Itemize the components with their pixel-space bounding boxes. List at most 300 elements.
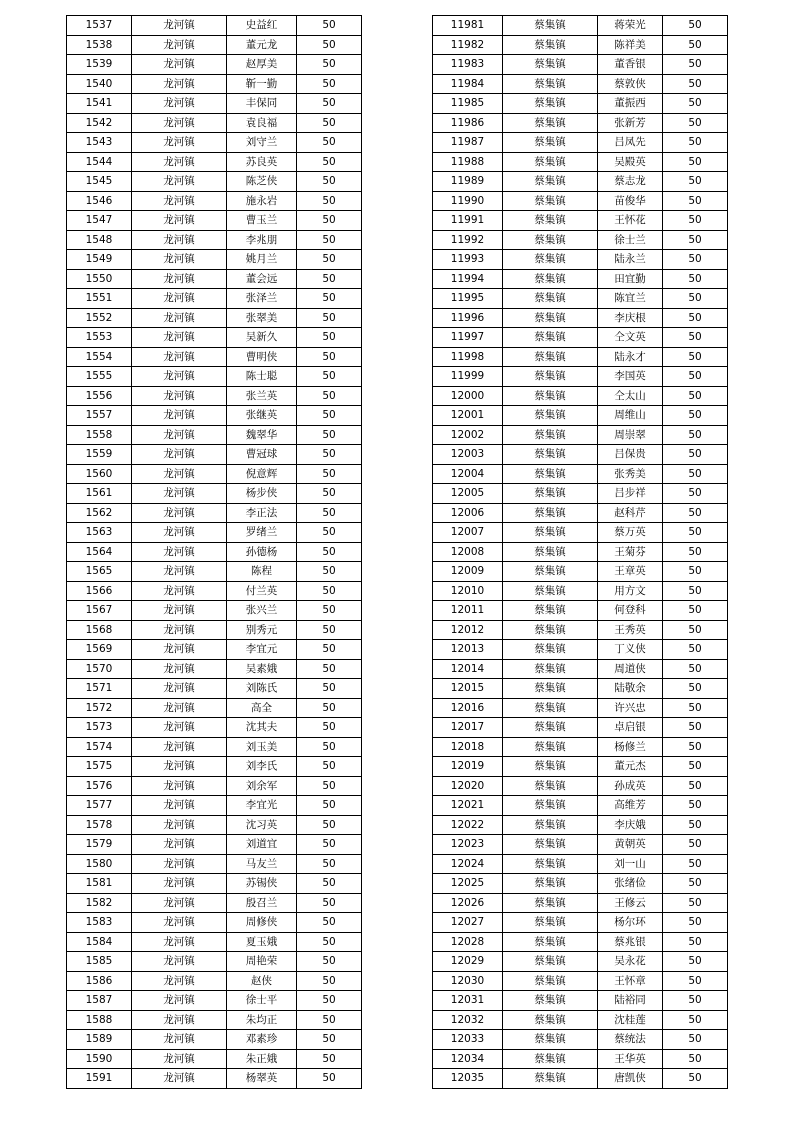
name-cell: 陈宜兰 xyxy=(598,289,663,309)
serial-number-cell: 11992 xyxy=(433,230,503,250)
serial-number-cell: 1544 xyxy=(67,152,132,172)
table-row xyxy=(433,620,728,640)
table-row xyxy=(67,484,362,504)
serial-number-cell: 11985 xyxy=(433,94,503,114)
serial-number-cell: 1562 xyxy=(67,503,132,523)
amount-cell: 50 xyxy=(297,679,362,699)
table-row xyxy=(67,289,362,309)
table-row xyxy=(67,503,362,523)
table-row xyxy=(433,971,728,991)
name-cell: 沈其夫 xyxy=(227,718,297,738)
amount-cell: 50 xyxy=(663,503,728,523)
table-row xyxy=(67,854,362,874)
name-cell: 王秀英 xyxy=(598,620,663,640)
name-cell: 蔡万英 xyxy=(598,523,663,543)
name-cell: 吴新久 xyxy=(227,328,297,348)
amount-cell: 50 xyxy=(297,425,362,445)
table-row xyxy=(67,835,362,855)
serial-number-cell: 12013 xyxy=(433,640,503,660)
name-cell: 陈程 xyxy=(227,562,297,582)
town-cell: 蔡集镇 xyxy=(503,35,598,55)
amount-cell: 50 xyxy=(297,815,362,835)
amount-cell: 50 xyxy=(297,542,362,562)
name-cell: 苏锡侠 xyxy=(227,874,297,894)
name-cell: 王修云 xyxy=(598,893,663,913)
name-cell: 高维芳 xyxy=(598,796,663,816)
serial-number-cell: 11986 xyxy=(433,113,503,133)
name-cell: 李宜光 xyxy=(227,796,297,816)
town-cell: 蔡集镇 xyxy=(503,386,598,406)
table-row xyxy=(433,425,728,445)
serial-number-cell: 12018 xyxy=(433,737,503,757)
serial-number-cell: 1583 xyxy=(67,913,132,933)
table-row xyxy=(67,932,362,952)
serial-number-cell: 1539 xyxy=(67,55,132,75)
name-cell: 罗绪兰 xyxy=(227,523,297,543)
name-cell: 张绪俭 xyxy=(598,874,663,894)
town-cell: 龙河镇 xyxy=(132,562,227,582)
serial-number-cell: 12003 xyxy=(433,445,503,465)
amount-cell: 50 xyxy=(297,152,362,172)
amount-cell: 50 xyxy=(663,932,728,952)
amount-cell: 50 xyxy=(663,874,728,894)
serial-number-cell: 12024 xyxy=(433,854,503,874)
name-cell: 张兰英 xyxy=(227,386,297,406)
name-cell: 吴素娥 xyxy=(227,659,297,679)
town-cell: 蔡集镇 xyxy=(503,952,598,972)
amount-cell: 50 xyxy=(663,16,728,36)
serial-number-cell: 1567 xyxy=(67,601,132,621)
name-cell: 张继英 xyxy=(227,406,297,426)
serial-number-cell: 12034 xyxy=(433,1049,503,1069)
town-cell: 龙河镇 xyxy=(132,932,227,952)
table-row xyxy=(67,55,362,75)
name-cell: 孙成英 xyxy=(598,776,663,796)
amount-cell: 50 xyxy=(297,601,362,621)
amount-cell: 50 xyxy=(297,445,362,465)
town-cell: 蔡集镇 xyxy=(503,269,598,289)
name-cell: 董香银 xyxy=(598,55,663,75)
table-row xyxy=(433,874,728,894)
name-cell: 王菊芬 xyxy=(598,542,663,562)
amount-cell: 50 xyxy=(297,581,362,601)
town-cell: 龙河镇 xyxy=(132,776,227,796)
name-cell: 苏良英 xyxy=(227,152,297,172)
town-cell: 蔡集镇 xyxy=(503,503,598,523)
amount-cell: 50 xyxy=(297,74,362,94)
amount-cell: 50 xyxy=(297,269,362,289)
town-cell: 蔡集镇 xyxy=(503,620,598,640)
name-cell: 吕步祥 xyxy=(598,484,663,504)
town-cell: 龙河镇 xyxy=(132,893,227,913)
serial-number-cell: 11997 xyxy=(433,328,503,348)
table-row xyxy=(67,269,362,289)
right-roster-body xyxy=(433,16,728,1089)
name-cell: 张秀美 xyxy=(598,464,663,484)
town-cell: 蔡集镇 xyxy=(503,289,598,309)
table-row xyxy=(433,523,728,543)
amount-cell: 50 xyxy=(663,757,728,777)
amount-cell: 50 xyxy=(663,893,728,913)
table-row xyxy=(67,620,362,640)
name-cell: 卓启银 xyxy=(598,718,663,738)
amount-cell: 50 xyxy=(297,640,362,660)
table-row xyxy=(67,542,362,562)
town-cell: 龙河镇 xyxy=(132,211,227,231)
table-row xyxy=(433,796,728,816)
amount-cell: 50 xyxy=(663,269,728,289)
serial-number-cell: 1556 xyxy=(67,386,132,406)
name-cell: 付兰英 xyxy=(227,581,297,601)
table-row xyxy=(67,191,362,211)
table-row xyxy=(433,562,728,582)
name-cell: 董元杰 xyxy=(598,757,663,777)
table-row xyxy=(67,718,362,738)
left-roster-table xyxy=(66,15,362,1089)
amount-cell: 50 xyxy=(663,308,728,328)
serial-number-cell: 1576 xyxy=(67,776,132,796)
table-row xyxy=(433,1030,728,1050)
table-row xyxy=(67,1069,362,1089)
town-cell: 龙河镇 xyxy=(132,94,227,114)
table-row xyxy=(67,152,362,172)
name-cell: 苗俊华 xyxy=(598,191,663,211)
serial-number-cell: 12005 xyxy=(433,484,503,504)
amount-cell: 50 xyxy=(663,718,728,738)
table-row xyxy=(433,445,728,465)
serial-number-cell: 1570 xyxy=(67,659,132,679)
serial-number-cell: 12012 xyxy=(433,620,503,640)
town-cell: 蔡集镇 xyxy=(503,757,598,777)
town-cell: 蔡集镇 xyxy=(503,1010,598,1030)
table-row xyxy=(67,757,362,777)
name-cell: 刘玉美 xyxy=(227,737,297,757)
serial-number-cell: 12022 xyxy=(433,815,503,835)
town-cell: 龙河镇 xyxy=(132,113,227,133)
amount-cell: 50 xyxy=(297,991,362,1011)
table-row xyxy=(433,542,728,562)
amount-cell: 50 xyxy=(663,854,728,874)
amount-cell: 50 xyxy=(663,386,728,406)
name-cell: 靳一勤 xyxy=(227,74,297,94)
serial-number-cell: 11995 xyxy=(433,289,503,309)
amount-cell: 50 xyxy=(297,94,362,114)
town-cell: 蔡集镇 xyxy=(503,932,598,952)
table-row xyxy=(67,35,362,55)
table-row xyxy=(433,250,728,270)
town-cell: 龙河镇 xyxy=(132,620,227,640)
serial-number-cell: 12017 xyxy=(433,718,503,738)
name-cell: 曹明侠 xyxy=(227,347,297,367)
town-cell: 龙河镇 xyxy=(132,971,227,991)
serial-number-cell: 11988 xyxy=(433,152,503,172)
amount-cell: 50 xyxy=(663,172,728,192)
town-cell: 蔡集镇 xyxy=(503,523,598,543)
name-cell: 张新芳 xyxy=(598,113,663,133)
amount-cell: 50 xyxy=(663,1049,728,1069)
name-cell: 李庆娥 xyxy=(598,815,663,835)
serial-number-cell: 1564 xyxy=(67,542,132,562)
serial-number-cell: 1537 xyxy=(67,16,132,36)
serial-number-cell: 1572 xyxy=(67,698,132,718)
town-cell: 龙河镇 xyxy=(132,484,227,504)
town-cell: 龙河镇 xyxy=(132,55,227,75)
table-row xyxy=(67,913,362,933)
serial-number-cell: 1578 xyxy=(67,815,132,835)
amount-cell: 50 xyxy=(663,640,728,660)
serial-number-cell: 1542 xyxy=(67,113,132,133)
town-cell: 龙河镇 xyxy=(132,913,227,933)
serial-number-cell: 12026 xyxy=(433,893,503,913)
town-cell: 龙河镇 xyxy=(132,698,227,718)
amount-cell: 50 xyxy=(663,620,728,640)
amount-cell: 50 xyxy=(297,1049,362,1069)
serial-number-cell: 11981 xyxy=(433,16,503,36)
serial-number-cell: 1551 xyxy=(67,289,132,309)
amount-cell: 50 xyxy=(663,347,728,367)
name-cell: 吕凤先 xyxy=(598,133,663,153)
name-cell: 周崇翠 xyxy=(598,425,663,445)
name-cell: 王怀章 xyxy=(598,971,663,991)
table-row xyxy=(433,367,728,387)
amount-cell: 50 xyxy=(297,698,362,718)
table-row xyxy=(67,347,362,367)
town-cell: 龙河镇 xyxy=(132,269,227,289)
name-cell: 陆永才 xyxy=(598,347,663,367)
serial-number-cell: 12030 xyxy=(433,971,503,991)
town-cell: 龙河镇 xyxy=(132,679,227,699)
amount-cell: 50 xyxy=(663,211,728,231)
town-cell: 龙河镇 xyxy=(132,640,227,660)
amount-cell: 50 xyxy=(297,308,362,328)
town-cell: 龙河镇 xyxy=(132,1049,227,1069)
amount-cell: 50 xyxy=(297,776,362,796)
table-row xyxy=(67,991,362,1011)
amount-cell: 50 xyxy=(663,74,728,94)
table-row xyxy=(67,562,362,582)
town-cell: 龙河镇 xyxy=(132,35,227,55)
table-row xyxy=(67,230,362,250)
table-row xyxy=(433,503,728,523)
amount-cell: 50 xyxy=(297,250,362,270)
amount-cell: 50 xyxy=(297,464,362,484)
town-cell: 龙河镇 xyxy=(132,172,227,192)
table-row xyxy=(67,893,362,913)
amount-cell: 50 xyxy=(663,1030,728,1050)
serial-number-cell: 1553 xyxy=(67,328,132,348)
amount-cell: 50 xyxy=(663,679,728,699)
town-cell: 蔡集镇 xyxy=(503,94,598,114)
town-cell: 蔡集镇 xyxy=(503,913,598,933)
name-cell: 徐士兰 xyxy=(598,230,663,250)
table-row xyxy=(433,815,728,835)
table-row xyxy=(433,1010,728,1030)
serial-number-cell: 11994 xyxy=(433,269,503,289)
name-cell: 沈桂莲 xyxy=(598,1010,663,1030)
table-row xyxy=(433,952,728,972)
town-cell: 蔡集镇 xyxy=(503,425,598,445)
serial-number-cell: 12015 xyxy=(433,679,503,699)
serial-number-cell: 1561 xyxy=(67,484,132,504)
name-cell: 李兆朋 xyxy=(227,230,297,250)
amount-cell: 50 xyxy=(297,386,362,406)
name-cell: 刘一山 xyxy=(598,854,663,874)
town-cell: 蔡集镇 xyxy=(503,562,598,582)
serial-number-cell: 1557 xyxy=(67,406,132,426)
table-row xyxy=(67,523,362,543)
name-cell: 曹玉兰 xyxy=(227,211,297,231)
name-cell: 李国英 xyxy=(598,367,663,387)
name-cell: 吕保贵 xyxy=(598,445,663,465)
town-cell: 蔡集镇 xyxy=(503,55,598,75)
name-cell: 黄朝英 xyxy=(598,835,663,855)
table-row xyxy=(67,172,362,192)
name-cell: 张泽兰 xyxy=(227,289,297,309)
name-cell: 许兴忠 xyxy=(598,698,663,718)
town-cell: 龙河镇 xyxy=(132,152,227,172)
amount-cell: 50 xyxy=(297,893,362,913)
table-row xyxy=(433,698,728,718)
name-cell: 仝太山 xyxy=(598,386,663,406)
amount-cell: 50 xyxy=(663,406,728,426)
serial-number-cell: 12009 xyxy=(433,562,503,582)
serial-number-cell: 11982 xyxy=(433,35,503,55)
town-cell: 龙河镇 xyxy=(132,230,227,250)
town-cell: 蔡集镇 xyxy=(503,991,598,1011)
town-cell: 龙河镇 xyxy=(132,74,227,94)
serial-number-cell: 1547 xyxy=(67,211,132,231)
town-cell: 龙河镇 xyxy=(132,718,227,738)
table-row xyxy=(433,991,728,1011)
serial-number-cell: 1584 xyxy=(67,932,132,952)
town-cell: 蔡集镇 xyxy=(503,367,598,387)
amount-cell: 50 xyxy=(297,854,362,874)
table-row xyxy=(433,133,728,153)
town-cell: 蔡集镇 xyxy=(503,464,598,484)
table-row xyxy=(67,1010,362,1030)
town-cell: 蔡集镇 xyxy=(503,152,598,172)
table-row xyxy=(433,601,728,621)
table-row xyxy=(433,55,728,75)
town-cell: 蔡集镇 xyxy=(503,854,598,874)
amount-cell: 50 xyxy=(297,659,362,679)
serial-number-cell: 1538 xyxy=(67,35,132,55)
serial-number-cell: 1569 xyxy=(67,640,132,660)
town-cell: 龙河镇 xyxy=(132,581,227,601)
town-cell: 龙河镇 xyxy=(132,445,227,465)
name-cell: 张兴兰 xyxy=(227,601,297,621)
table-row xyxy=(67,425,362,445)
amount-cell: 50 xyxy=(663,191,728,211)
serial-number-cell: 1540 xyxy=(67,74,132,94)
town-cell: 蔡集镇 xyxy=(503,484,598,504)
town-cell: 龙河镇 xyxy=(132,1010,227,1030)
town-cell: 蔡集镇 xyxy=(503,1049,598,1069)
name-cell: 陈祥美 xyxy=(598,35,663,55)
town-cell: 龙河镇 xyxy=(132,308,227,328)
town-cell: 龙河镇 xyxy=(132,874,227,894)
town-cell: 蔡集镇 xyxy=(503,347,598,367)
amount-cell: 50 xyxy=(663,796,728,816)
serial-number-cell: 12007 xyxy=(433,523,503,543)
amount-cell: 50 xyxy=(297,523,362,543)
name-cell: 殷召兰 xyxy=(227,893,297,913)
name-cell: 王章英 xyxy=(598,562,663,582)
table-row xyxy=(433,718,728,738)
town-cell: 龙河镇 xyxy=(132,386,227,406)
table-row xyxy=(433,152,728,172)
table-row xyxy=(67,679,362,699)
name-cell: 夏玉娥 xyxy=(227,932,297,952)
serial-number-cell: 11987 xyxy=(433,133,503,153)
serial-number-cell: 1552 xyxy=(67,308,132,328)
name-cell: 陆永兰 xyxy=(598,250,663,270)
serial-number-cell: 11991 xyxy=(433,211,503,231)
right-roster-table xyxy=(432,15,728,1089)
table-row xyxy=(433,406,728,426)
serial-number-cell: 12028 xyxy=(433,932,503,952)
town-cell: 龙河镇 xyxy=(132,542,227,562)
serial-number-cell: 12023 xyxy=(433,835,503,855)
table-row xyxy=(433,347,728,367)
table-row xyxy=(67,640,362,660)
serial-number-cell: 1550 xyxy=(67,269,132,289)
left-roster-body xyxy=(67,16,362,1089)
town-cell: 龙河镇 xyxy=(132,1030,227,1050)
serial-number-cell: 1574 xyxy=(67,737,132,757)
amount-cell: 50 xyxy=(297,211,362,231)
amount-cell: 50 xyxy=(297,1030,362,1050)
amount-cell: 50 xyxy=(297,718,362,738)
name-cell: 董振西 xyxy=(598,94,663,114)
table-row xyxy=(433,269,728,289)
name-cell: 吴永花 xyxy=(598,952,663,972)
serial-number-cell: 1579 xyxy=(67,835,132,855)
serial-number-cell: 1575 xyxy=(67,757,132,777)
town-cell: 龙河镇 xyxy=(132,16,227,36)
amount-cell: 50 xyxy=(297,737,362,757)
amount-cell: 50 xyxy=(297,328,362,348)
amount-cell: 50 xyxy=(297,55,362,75)
table-row xyxy=(67,874,362,894)
name-cell: 王怀花 xyxy=(598,211,663,231)
table-row xyxy=(67,386,362,406)
town-cell: 蔡集镇 xyxy=(503,191,598,211)
name-cell: 董元龙 xyxy=(227,35,297,55)
serial-number-cell: 1589 xyxy=(67,1030,132,1050)
town-cell: 蔡集镇 xyxy=(503,776,598,796)
town-cell: 龙河镇 xyxy=(132,601,227,621)
town-cell: 蔡集镇 xyxy=(503,172,598,192)
table-row xyxy=(67,250,362,270)
amount-cell: 50 xyxy=(297,347,362,367)
amount-cell: 50 xyxy=(297,133,362,153)
serial-number-cell: 12011 xyxy=(433,601,503,621)
serial-number-cell: 1587 xyxy=(67,991,132,1011)
town-cell: 蔡集镇 xyxy=(503,874,598,894)
name-cell: 朱均正 xyxy=(227,1010,297,1030)
table-row xyxy=(433,16,728,36)
amount-cell: 50 xyxy=(663,835,728,855)
name-cell: 孙德杨 xyxy=(227,542,297,562)
amount-cell: 50 xyxy=(297,503,362,523)
table-row xyxy=(67,308,362,328)
serial-number-cell: 1582 xyxy=(67,893,132,913)
table-row xyxy=(433,1049,728,1069)
name-cell: 刘陈氏 xyxy=(227,679,297,699)
town-cell: 龙河镇 xyxy=(132,133,227,153)
town-cell: 蔡集镇 xyxy=(503,74,598,94)
